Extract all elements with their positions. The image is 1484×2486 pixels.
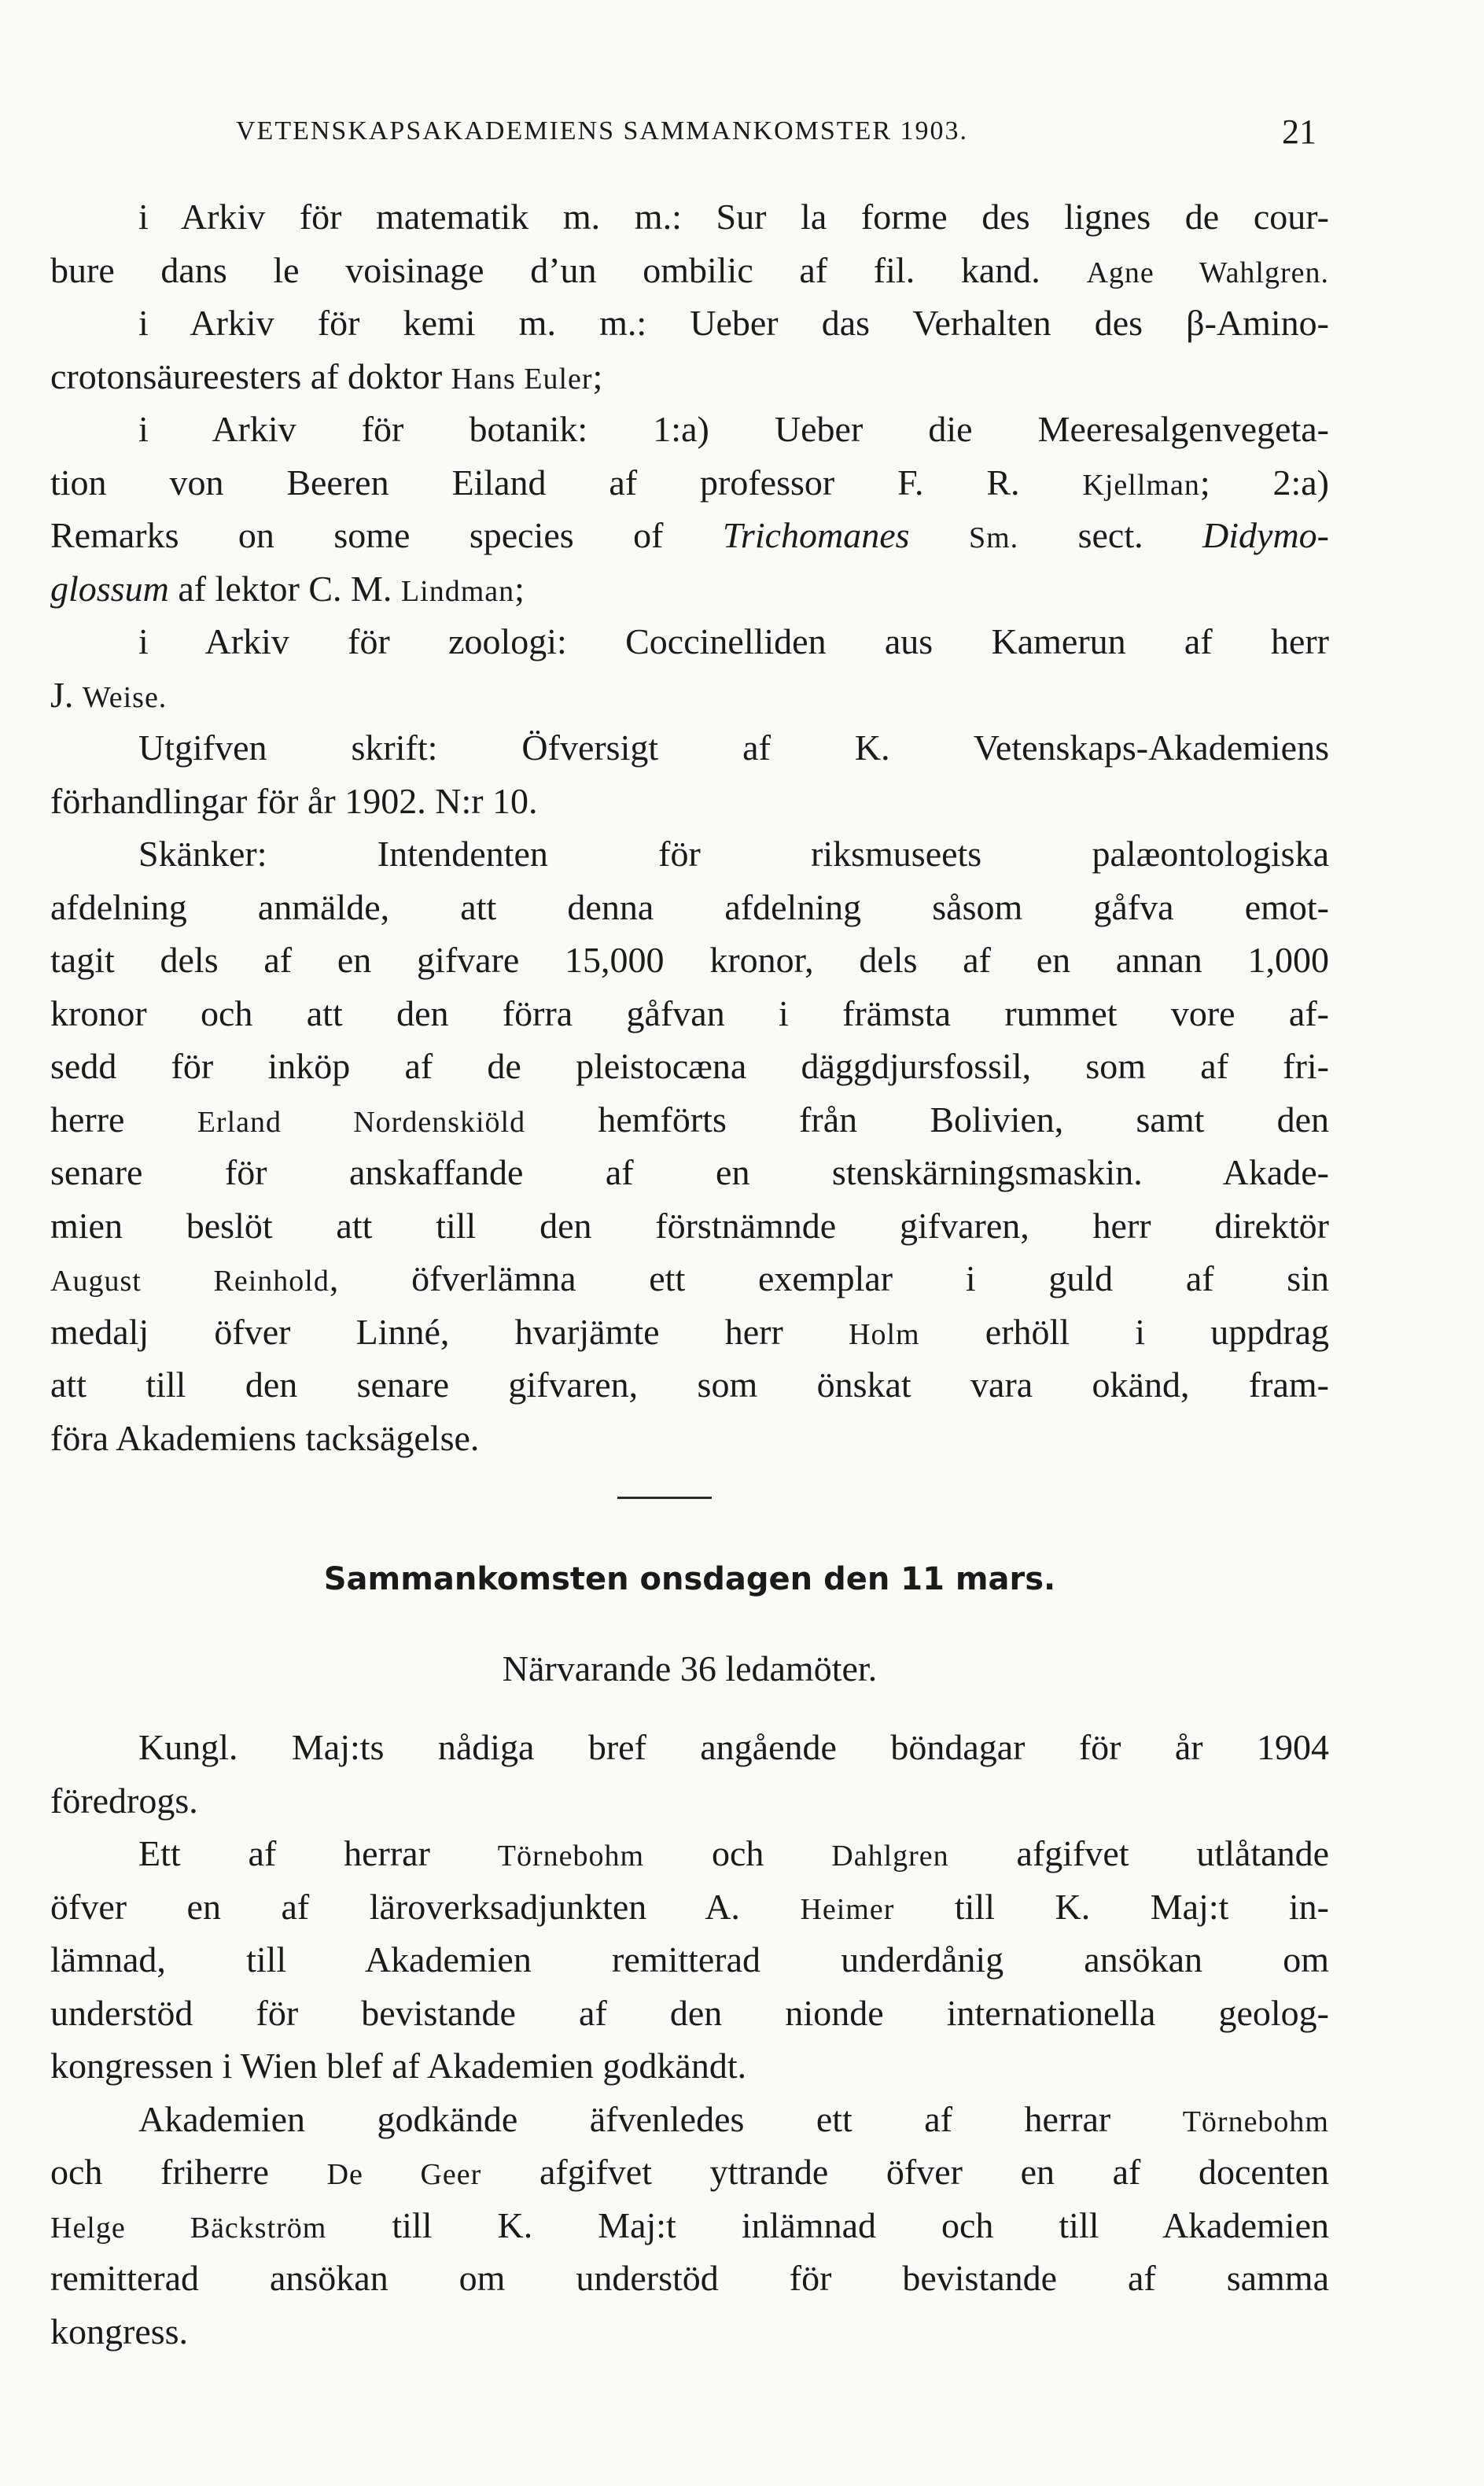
text-line: afdelning anmälde, att denna afdelning såsom gåfva emot- [50,886,1329,927]
text-line: öfver en af läroverksadjunkten A. Heimer till K. Maj:t in- [50,1886,1329,1927]
text-line: Akademien godkände äfvenledes ett af herrar Törnebohm [138,2098,1329,2139]
text-line: och friherre De Geer afgifvet yttrande öfver en af docenten [50,2152,1330,2192]
text-line: i Arkiv för zoologi: Coccinelliden aus Kamerun af herr [138,621,1329,661]
text-line: Remarks on some species of Trichomanes Sm. sect. Didymo- [50,515,1330,555]
meeting-section [50,1721,1329,2358]
attendance-line: Närvarande 36 ledamöter. [502,1648,878,1689]
meeting-title: Sammankomsten onsdagen den 11 mars. [323,1561,1056,1597]
text-line: Helge Bäckström till K. Maj:t inlämnad och till Akademien [50,2204,1329,2245]
text-line: sedd för inköp af de pleistocæna däggdjursfossil, som af fri- [50,1046,1329,1086]
text-line: tagit dels af en gifvare 15,000 kronor, dels af en annan 1,000 [50,940,1329,980]
text-line: crotonsäureesters af doktor Hans Euler; [50,355,603,396]
text-line: August Reinhold, öfverlämna ett exemplar i guld af sin [50,1258,1329,1298]
text-line: i Arkiv för matematik m. m.: Sur la forme des lignes de cour- [138,197,1329,237]
text-line: glossum af lektor C. M. Lindman; [50,568,525,609]
text-line: kronor och att den förra gåfvan i främsta rummet vore af- [50,993,1329,1033]
text-line: Skänker: Intendenten för riksmuseets palæontologiska [138,834,1329,874]
text-line: förhandlingar för år 1902. N:r 10. [50,780,538,821]
text-line: i Arkiv för kemi m. m.: Ueber das Verhalten des β-Amino- [138,303,1329,343]
text-line: mien beslöt att till den förstnämnde gifvaren, herr direktör [50,1205,1329,1246]
text-line: Kungl. Maj:ts nådiga bref angående böndagar för år 1904 [138,1727,1329,1767]
page-number: 21 [1282,112,1316,151]
text-line: senare för anskaffande af en stenskärningsmaskin. Akade- [50,1152,1329,1192]
publications-section [50,190,1329,1464]
text-line: medalj öfver Linné, hvarjämte herr Holm erhöll i uppdrag [50,1311,1329,1352]
section-divider [617,1497,712,1499]
text-line: kongressen i Wien blef af Akademien godkändt. [50,2046,747,2086]
text-line: i Arkiv för botanik: 1:a) Ueber die Meeresalgenvegeta- [138,409,1329,449]
text-line: lämnad, till Akademien remitterad underdånig ansökan om [50,1939,1329,1980]
text-line: understöd för bevistande af den nionde internationella geolog- [50,1992,1329,2033]
text-line: Utgifven skrift: Öfversigt af K. Vetenskaps-Akademiens [138,727,1329,768]
text-line: att till den senare gifvaren, som önskat vara okänd, fram- [50,1365,1329,1405]
text-line: Ett af herrar Törnebohm och Dahlgren afgifvet utlåtande [138,1833,1330,1873]
running-head: VETENSKAPSAKADEMIENS SAMMANKOMSTER 1903. [236,116,969,145]
text-line: J. Weise. [50,674,168,715]
text-line: bure dans le voisinage d’un ombilic af fil. kand. Agne Wahlgren. [50,249,1330,290]
text-line: remitterad ansökan om understöd för bevistande af samma [50,2258,1329,2298]
text-line: föra Akademiens tacksägelse. [50,1417,480,1458]
text-line: kongress. [50,2311,189,2352]
text-line: föredrogs. [50,1780,198,1821]
text-line: herre Erland Nordenskiöld hemförts från Bolivien, samt den [50,1099,1330,1140]
text-line: tion von Beeren Eiland af professor F. R. Kjellman; 2:a) [50,462,1330,503]
